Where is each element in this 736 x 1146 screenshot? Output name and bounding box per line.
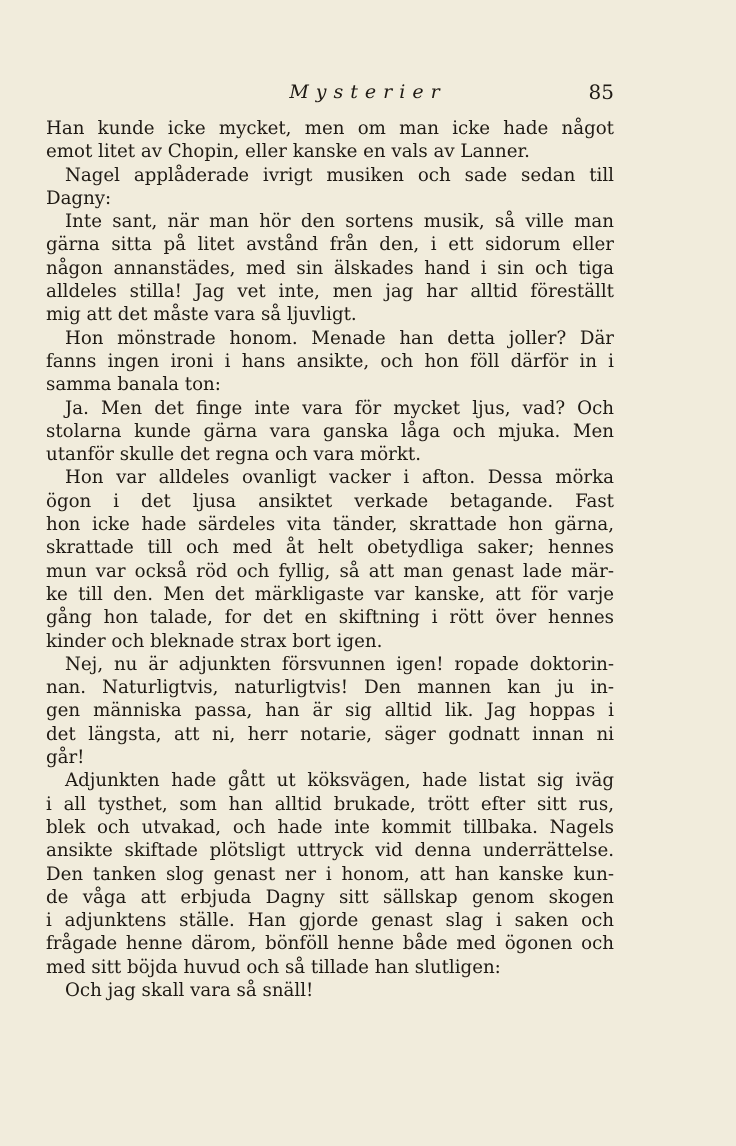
text-line: i adjunktens ställe. Han gjorde genast slag i saken och	[46, 910, 614, 932]
text-line: Adjunkten hade gått ut köksvägen, hade listat sig iväg	[65, 770, 614, 792]
text-line: går!	[46, 747, 85, 769]
text-line: fanns ingen ironi i hans ansikte, och hon föll därför in i	[46, 350, 614, 372]
text-line: Hon mönstrade honom. Menade han detta joller? Där	[65, 327, 614, 349]
text-line: gen människa passa, han är sig alltid lik. Jag hoppas i	[46, 700, 614, 722]
text-line: Inte sant, när man hör den sortens musik, så ville man	[65, 211, 614, 233]
text-line: Ja. Men det finge inte vara för mycket ljus, vad? Och	[65, 397, 614, 419]
text-line: hon icke hade särdeles vita tänder, skrattade hon gärna,	[46, 514, 614, 536]
text-line: mun var också röd och fyllig, så att man genast lade mär-	[46, 560, 614, 582]
text-line: stolarna kunde gärna vara ganska låga och mjuka. Men	[46, 420, 614, 442]
text-line: Nagel applåderade ivrigt musiken och sade sedan till	[65, 164, 614, 186]
text-line: i all tysthet, som han alltid brukade, trött efter sitt rus,	[46, 793, 614, 815]
text-line: kinder och bleknade strax bort igen.	[46, 630, 383, 652]
text-line: Hon var alldeles ovanligt vacker i afton. Dessa mörka	[65, 467, 614, 489]
text-line: utanför skulle det regna och vara mörkt.	[46, 444, 421, 466]
text-line: de våga att erbjuda Dagny sitt sällskap genom skogen	[46, 886, 614, 908]
text-line: gång hon talade, for det en skiftning i rött över hennes	[46, 607, 614, 629]
text-line: ögon i det ljusa ansiktet verkade betagande. Fast	[46, 490, 614, 512]
text-line: Han kunde icke mycket, men om man icke hade något	[46, 118, 614, 139]
text-line: alldeles stilla! Jag vet inte, men jag har alltid föreställt	[46, 281, 614, 303]
text-line: skrattade till och med åt helt obetydliga saker; hennes	[46, 537, 614, 559]
text-line: Dagny:	[46, 187, 112, 209]
text-line: nan. Naturligtvis, naturligtvis! Den mannen kan ju in-	[46, 677, 614, 699]
text-line: någon annanstädes, med sin älskades hand i sin och tiga	[46, 257, 614, 279]
text-line: mig att det måste vara så ljuvligt.	[46, 304, 357, 326]
body-text	[46, 117, 614, 1002]
text-line: Nej, nu är adjunkten försvunnen igen! ropade doktorin-	[65, 653, 614, 675]
text-line: samma banala ton:	[46, 374, 221, 396]
text-line: med sitt böjda huvud och så tillade han slutligen:	[46, 956, 501, 978]
text-line: frågade henne därom, bönföll henne både med ögonen och	[46, 933, 614, 955]
page-number: 85	[588, 80, 614, 104]
text-line: Och jag skall vara så snäll!	[65, 979, 314, 1001]
text-line: blek och utvakad, och hade inte kommit tillbaka. Nagels	[46, 816, 614, 838]
text-line: ansikte skiftade plötsligt uttryck vid denna underrättelse.	[46, 840, 614, 862]
text-line: Den tanken slog genast ner i honom, att han kanske kun-	[46, 863, 614, 885]
text-line: ke till den. Men det märkligaste var kanske, att för varje	[46, 583, 614, 605]
running-title: Mysterier	[289, 81, 447, 103]
text-line: gärna sitta på litet avstånd från den, i ett sidorum eller	[46, 234, 614, 256]
text-line: emot litet av Chopin, eller kanske en vals av Lanner.	[46, 141, 530, 163]
text-line: det längsta, att ni, herr notarie, säger godnatt innan ni	[46, 723, 614, 745]
